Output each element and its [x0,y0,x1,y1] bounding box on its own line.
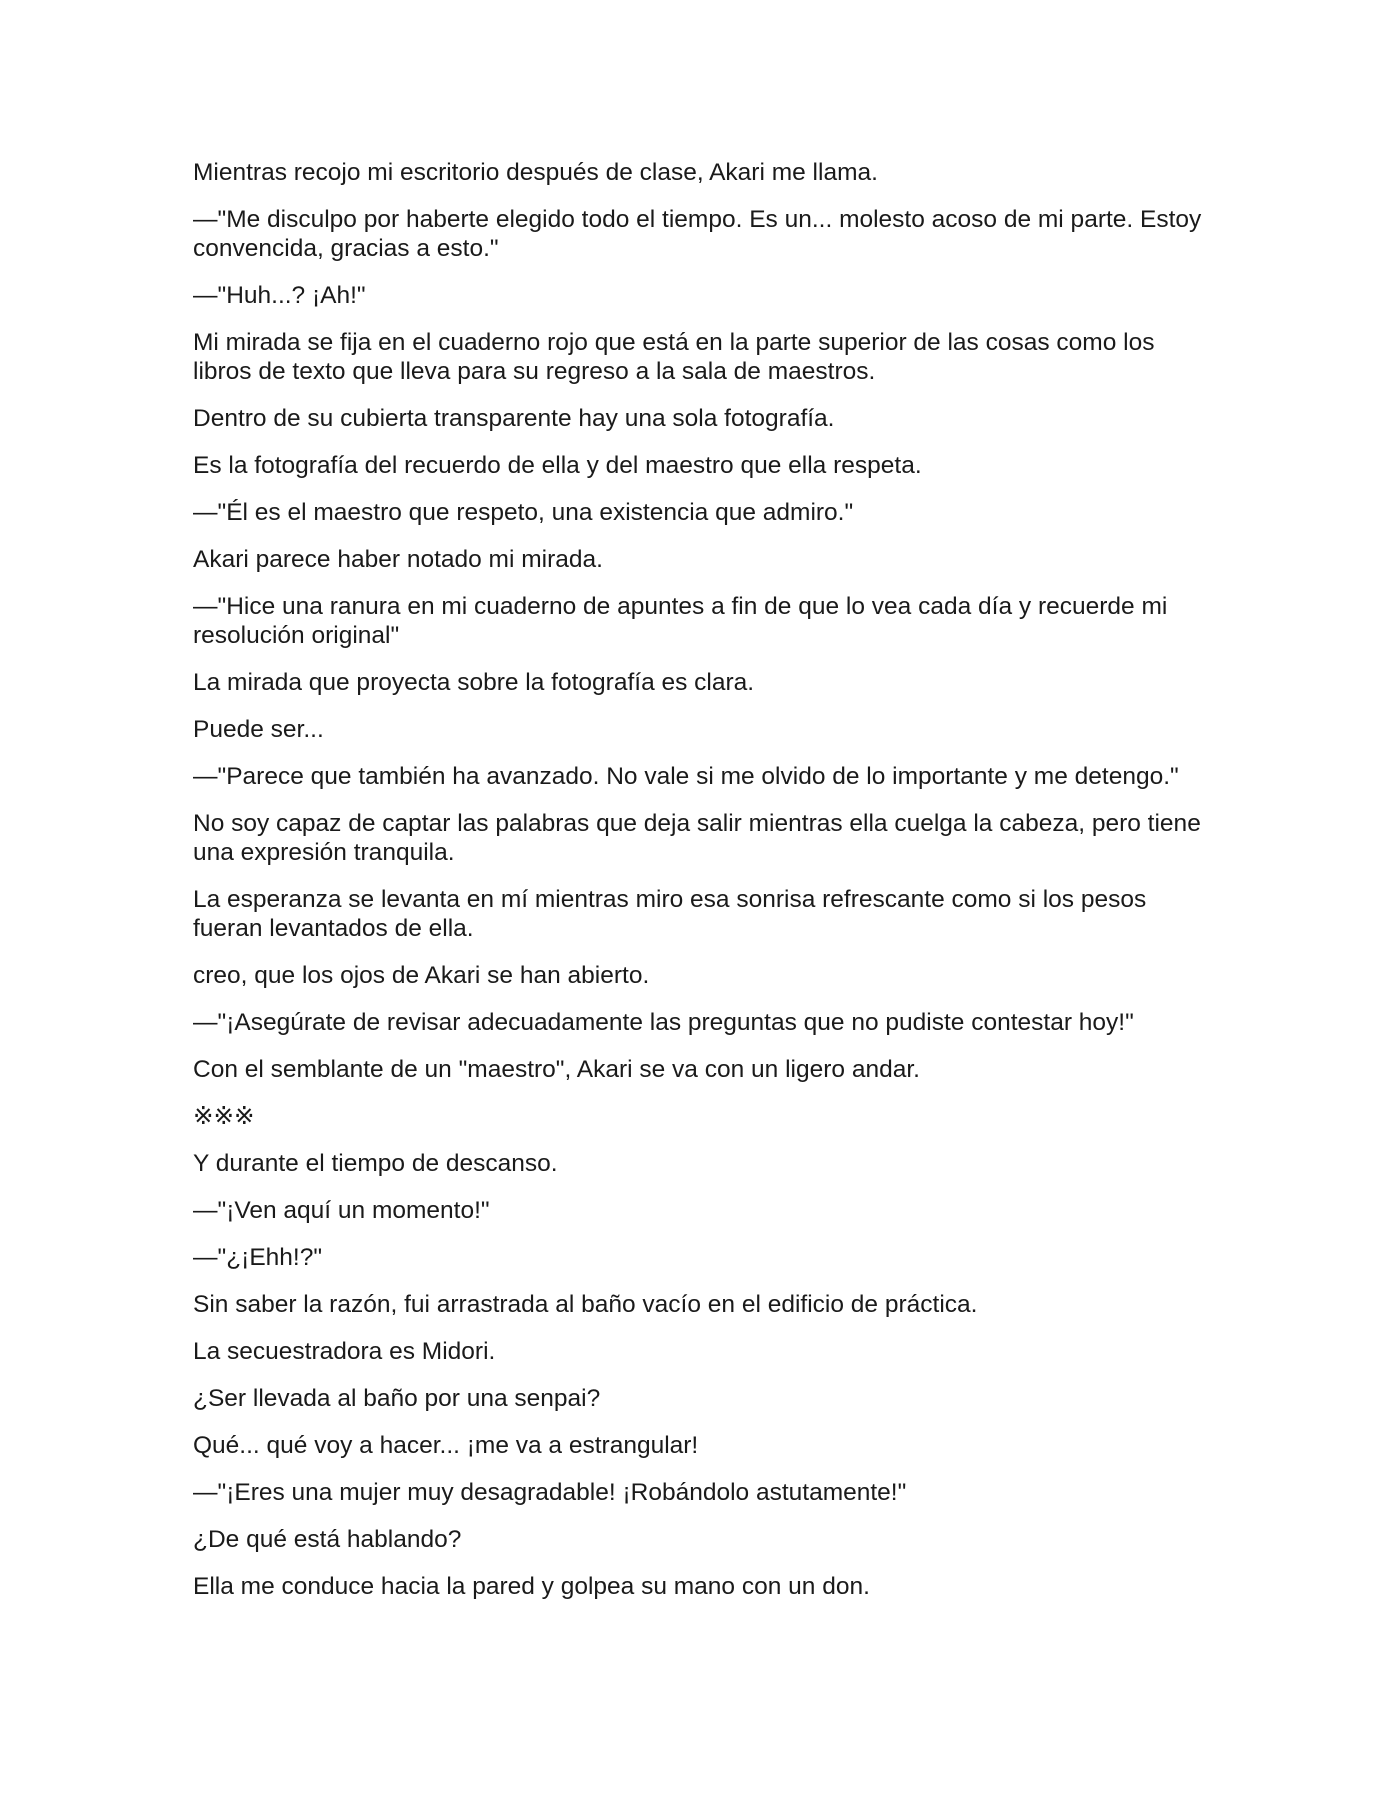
paragraph: —"¡Eres una mujer muy desagradable! ¡Robándolo astutamente!" [193,1479,907,1506]
paragraph: Y durante el tiempo de descanso. [193,1150,558,1177]
paragraph: —"Parece que también ha avanzado. No vale si me olvido de lo importante y me detengo." [193,763,1179,790]
paragraph: Mi mirada se fija en el cuaderno rojo que está en la parte superior de las cosas como los libros de texto que lleva para su regreso a la sala de maestros. [193,329,1155,385]
paragraph: ¿Ser llevada al baño por una senpai? [193,1385,601,1412]
paragraph: La secuestradora es Midori. [193,1338,496,1365]
paragraph: —"Me disculpo por haberte elegido todo el tiempo. Es un... molesto acoso de mi parte. Estoy convencida, gracias a esto." [193,206,1202,262]
paragraph: Mientras recojo mi escritorio después de clase, Akari me llama. [193,159,878,186]
paragraph: Qué... qué voy a hacer... ¡me va a estrangular! [193,1432,699,1459]
paragraph: Sin saber la razón, fui arrastrada al baño vacío en el edificio de práctica. [193,1291,978,1318]
paragraph: creo, que los ojos de Akari se han abierto. [193,962,650,989]
paragraph: Puede ser... [193,716,324,743]
text-body [193,158,1208,1619]
paragraph: La esperanza se levanta en mí mientras miro esa sonrisa refrescante como si los pesos fueran levantados de ella. [193,886,1147,942]
paragraph: No soy capaz de captar las palabras que deja salir mientras ella cuelga la cabeza, pero tiene una expresión tranquila. [193,810,1201,866]
paragraph: Con el semblante de un "maestro", Akari se va con un ligero andar. [193,1056,920,1083]
paragraph: Akari parece haber notado mi mirada. [193,546,603,573]
paragraph: —"Huh...? ¡Ah!" [193,282,366,309]
paragraph: Ella me conduce hacia la pared y golpea su mano con un don. [193,1573,870,1600]
paragraph: La mirada que proyecta sobre la fotografía es clara. [193,669,755,696]
paragraph: —"¿¡Ehh!?" [193,1244,323,1271]
paragraph: —"¡Asegúrate de revisar adecuadamente las preguntas que no pudiste contestar hoy!" [193,1009,1134,1036]
paragraph: —"Él es el maestro que respeto, una existencia que admiro." [193,499,854,526]
scene-break: ※※※ [193,1103,255,1130]
paragraph: ¿De qué está hablando? [193,1526,462,1553]
paragraph: Es la fotografía del recuerdo de ella y del maestro que ella respeta. [193,452,922,479]
paragraph: —"Hice una ranura en mi cuaderno de apuntes a fin de que lo vea cada día y recuerde mi resolución original" [193,593,1168,649]
paragraph: Dentro de su cubierta transparente hay una sola fotografía. [193,405,835,432]
paragraph: —"¡Ven aquí un momento!" [193,1197,490,1224]
